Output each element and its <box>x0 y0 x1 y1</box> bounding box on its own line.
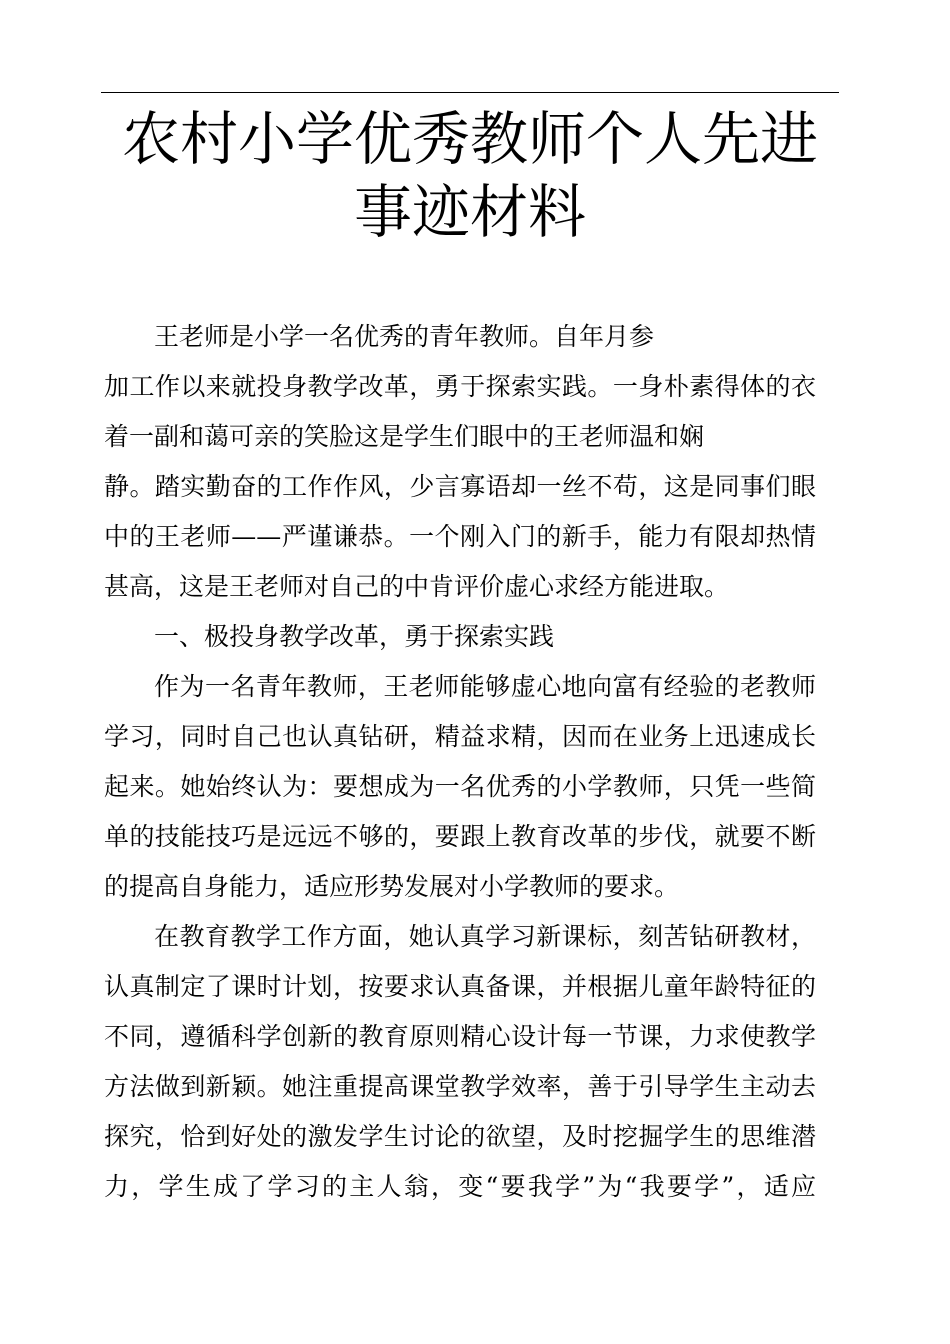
body-line: 甚高，这是王老师对自己的中肯评价虚心求经方能进取。 <box>104 572 730 601</box>
body-line: 加工作以来就投身教学改革，勇于探索实践。一身朴素得体的衣 <box>104 372 816 401</box>
body-line: 不同，遵循科学创新的教育原则精心设计每一节课，力求使教学 <box>104 1022 816 1051</box>
body-line: 学习，同时自己也认真钻研，精益求精，因而在业务上迅速成长 <box>104 722 816 751</box>
document-title-line-1: 农村小学优秀教师个人先进 <box>121 105 818 173</box>
body-line: 一、极投身教学改革，勇于探索实践 <box>154 622 555 651</box>
body-line: 的提高自身能力，适应形势发展对小学教师的要求。 <box>104 872 680 901</box>
body-line: 静。踏实勤奋的工作作风，少言寡语却一丝不苟，这是同事们眼 <box>104 472 816 501</box>
body-line: 力，学生成了学习的主人翁，变“要我学”为“我要学”，适应 <box>104 1172 816 1201</box>
body-line: 起来。她始终认为：要想成为一名优秀的小学教师，只凭一些简 <box>104 772 816 801</box>
body-line: 方法做到新颖。她注重提高课堂教学效率，善于引导学生主动去 <box>104 1072 816 1101</box>
body-line: 探究，恰到好处的激发学生讨论的欲望，及时挖掘学生的思维潜 <box>104 1122 816 1151</box>
body-line: 中的王老师——严谨谦恭。一个刚入门的新手，能力有限却热情 <box>104 522 816 551</box>
document-title-line-2: 事迹材料 <box>353 178 586 246</box>
body-line: 认真制定了课时计划，按要求认真备课，并根据儿童年龄特征的 <box>104 972 816 1001</box>
document-body <box>104 312 816 1212</box>
body-line: 在教育教学工作方面，她认真学习新课标，刻苦钻研教材， <box>154 922 816 951</box>
header-rule <box>101 92 839 93</box>
body-line: 作为一名青年教师，王老师能够虚心地向富有经验的老教师 <box>154 672 816 701</box>
body-line: 着一副和蔼可亲的笑脸这是学生们眼中的王老师温和娴 <box>104 422 705 451</box>
body-line: 王老师是小学一名优秀的青年教师。自年月参 <box>154 322 655 351</box>
body-line: 单的技能技巧是远远不够的，要跟上教育改革的步伐，就要不断 <box>104 822 816 851</box>
